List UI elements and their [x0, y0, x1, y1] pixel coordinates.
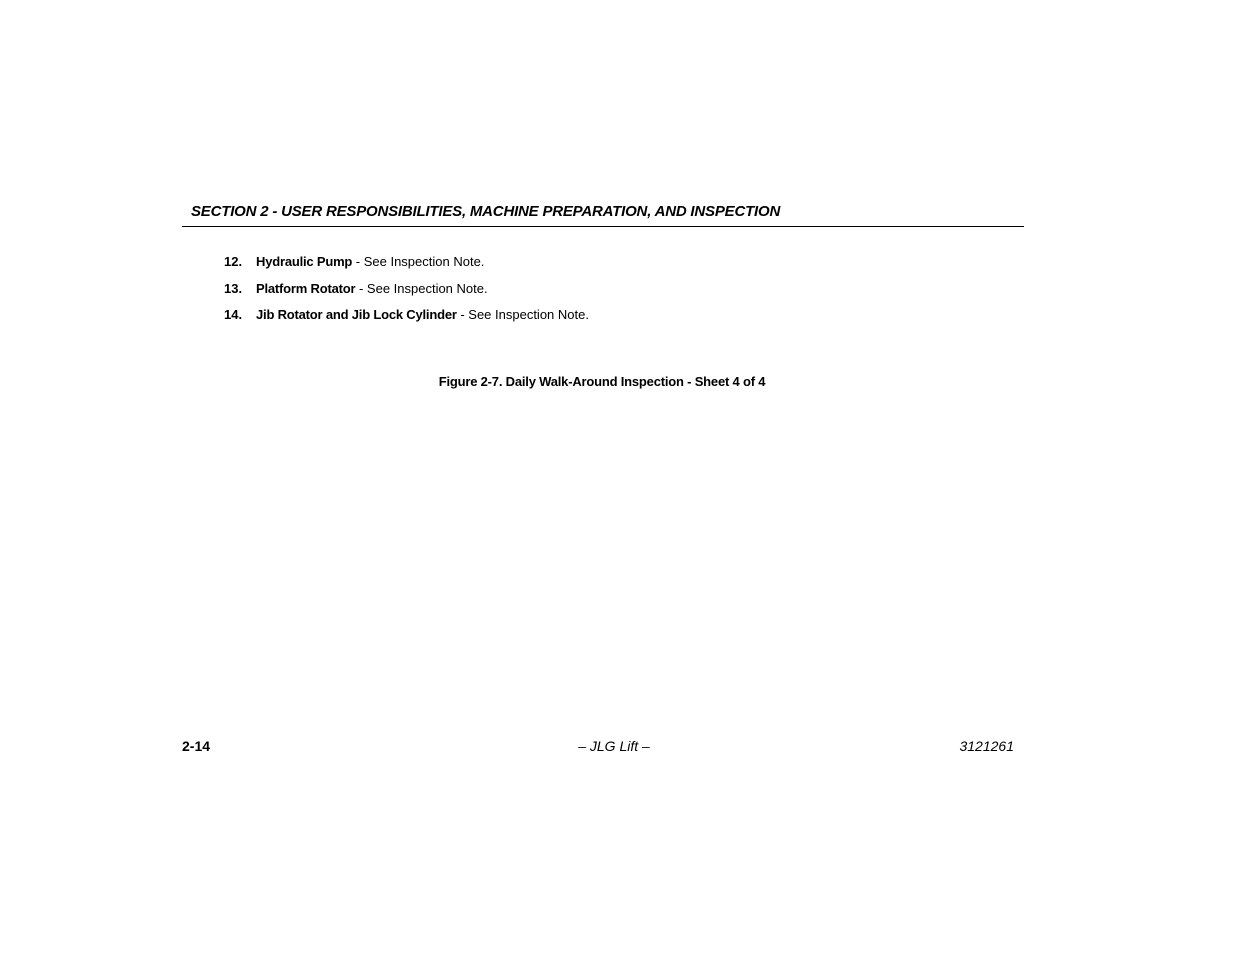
- item-term: Platform Rotator: [256, 281, 356, 296]
- item-number: 14.: [224, 307, 243, 322]
- item-text: - See Inspection Note.: [456, 307, 589, 322]
- item-term: Jib Rotator and Jib Lock Cylinder: [256, 307, 457, 322]
- item-body: [256, 280, 488, 298]
- page-number: 2-14: [182, 738, 211, 754]
- section-header: [182, 200, 1024, 227]
- item-number: 12.: [224, 254, 243, 269]
- section-title: SECTION 2 - USER RESPONSIBILITIES, MACHINE PREPARATION, AND INSPECTION: [191, 203, 781, 220]
- item-text: - See Inspection Note.: [352, 254, 485, 269]
- page-footer: [182, 738, 1014, 758]
- item-term: Hydraulic Pump: [256, 254, 353, 269]
- item-body: [256, 306, 589, 324]
- document-number: 3121261: [959, 738, 1014, 754]
- footer-center-text: – JLG Lift –: [578, 738, 650, 754]
- item-text: - See Inspection Note.: [355, 281, 488, 296]
- item-number: 13.: [224, 281, 243, 296]
- item-body: [256, 253, 484, 271]
- figure-caption: Figure 2-7. Daily Walk-Around Inspection - Sheet 4 of 4: [438, 374, 766, 389]
